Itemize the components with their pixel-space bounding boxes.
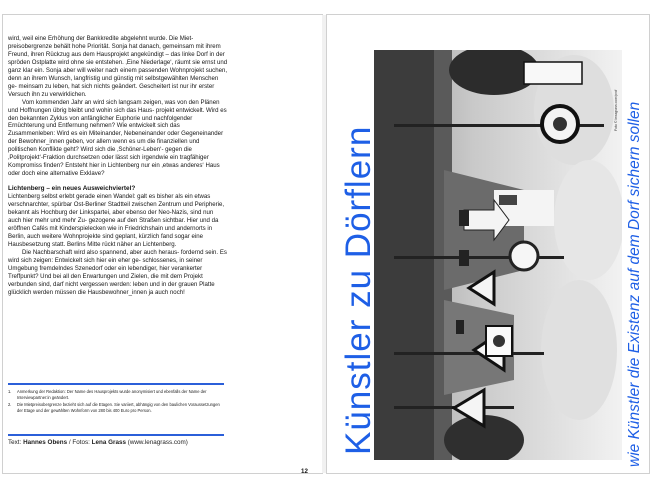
paragraph: Lichtenberg selbst erlebt gerade einen Wandel: galt es bisher als ein etwas verschnarchter, spürbar Ost-Berliner Stadtteil zwischen Zentrum und Peripherie, bekannt als Hochburg der Linkspartei, aber ebenso der Neo-Nazis, sind nun auch hier mehr und mehr Zu- gezogene auf den Straßen sichtbar. Hier und da eröffnen Cafés mit Kinderspielecken wie in Friedrichshain und andernorts in Berlin, auch weitere Wohnprojekte sind geplant, kürzlich fand sogar eine Hausbesetzung statt. Berlins Mitte rückt näher an Lichtenberg.	[8, 193, 225, 248]
credits-divider	[8, 434, 224, 436]
author-name: Hannes Obens	[23, 439, 68, 446]
credits-text-label: Text:	[8, 439, 24, 446]
footnote-divider	[8, 383, 224, 385]
footnotes	[8, 389, 226, 415]
page-title: Künstler zu Dörflern	[339, 125, 378, 455]
article-body	[8, 35, 228, 297]
page-number: 12	[301, 468, 308, 475]
photo-credit: Foto © lenagrass.com/prof	[614, 89, 618, 131]
photographer-site: (www.lenagrass.com)	[125, 439, 188, 446]
right-page	[327, 15, 649, 473]
footnote-number: 2.	[8, 402, 12, 408]
section-heading: Lichtenberg – ein neues Ausweichviertel?	[8, 185, 136, 193]
footnote-text: Die Mietpreisobergrenze bezieht sich auf die Etagen. Sie variiert, abhängig von den baulichen Voraussetzungen der Etage und der gewählten Wohnform von 280 bis 400 Euro pro Person.	[17, 402, 220, 413]
paragraph: Vom kommenden Jahr an wird sich langsam zeigen, was von den Plänen und Hoffnungen übrig bleibt und wohin sich das Haus- projekt entwickelt. Wird es den bekannten Zyklus von anfänglicher Euphorie und nachfolgender Ernüchterung und Entfernung nehmen? Wie entwickelt sich das Zusammenleben: Wird es ein Miteinander, Nebeneinander oder Gegeneinander der Bewohner_innen geben, vor allem wenn es um die finanziellen und politischen Konflikte geht? Wird sich die ‚Schöner-Leben‘- gegen die ‚Politprojekt‘-Fraktion durchsetzen oder lässt sich irgendwie ein tragfähiger Kompromiss finden? Entsteht hier in Lichtenberg nur ein ‚etwas anderes‘ Haus oder doch eine alternative Exklave?	[8, 98, 227, 178]
photographer-name: Lena Grass	[91, 439, 126, 446]
left-page	[3, 15, 322, 473]
page-subtitle: wie Künstler die Existenz auf dem Dorf sichern sollen	[626, 101, 643, 467]
paragraph: Die Nachbarschaft wird also spannend, aber auch heraus- fordernd sein. Es wird sich zeigen: Entwickelt sich hier ein eher ge- schlossenes, in seiner Umgebung fremdelndes Szenedorf oder ein lebendiger, hier verankerter Treffpunkt? Und bei all den Erwartungen und Zielen, die mit dem Projekt verbunden sind, darf nicht vergessen werden: leben und in der grauen Platte glücklich werden müssen die Hausbewohner_innen ja auch noch!	[8, 248, 227, 296]
credits-photos-label: / Fotos:	[67, 439, 92, 446]
footnote-text: Anmerkung der Redaktion: Der Name des Hausprojekts wurde anonymisiert und ebenfalls der Name der Interviewpartner:in geändert.	[17, 389, 207, 400]
footnote-number: 1.	[8, 389, 12, 394]
footnote	[8, 389, 226, 400]
credits	[8, 439, 188, 446]
paragraph: wird, weil eine Erhöhung der Bankkredite abgelehnt wurde. Die Miet- preisobergrenze behält hohe Priorität. Sonja hat danach, gemeinsam mit ihrem Freund, ihren Rückzug aus dem Hausprojekt angekündigt – das linke Dorf in der spröden Ostplatte wird ohne sie entstehen. ‚Eine Niederlage‘, räumt sie ernst und ganz klar ein. Sonja aber will weiter nach einem passenden Wohnprojekt suchen, denn an ihrem Wunsch, langfristig und günstig mit selbstgewählten Menschen ge- meinsam zu leben, hat sich nichts geändert. Gescheitert ist nur ihr erster Versuch ihn zu verwirklichen.	[8, 35, 228, 98]
photo-village-signs	[374, 50, 622, 460]
footnote	[8, 402, 226, 413]
photo-illustration	[374, 50, 622, 460]
